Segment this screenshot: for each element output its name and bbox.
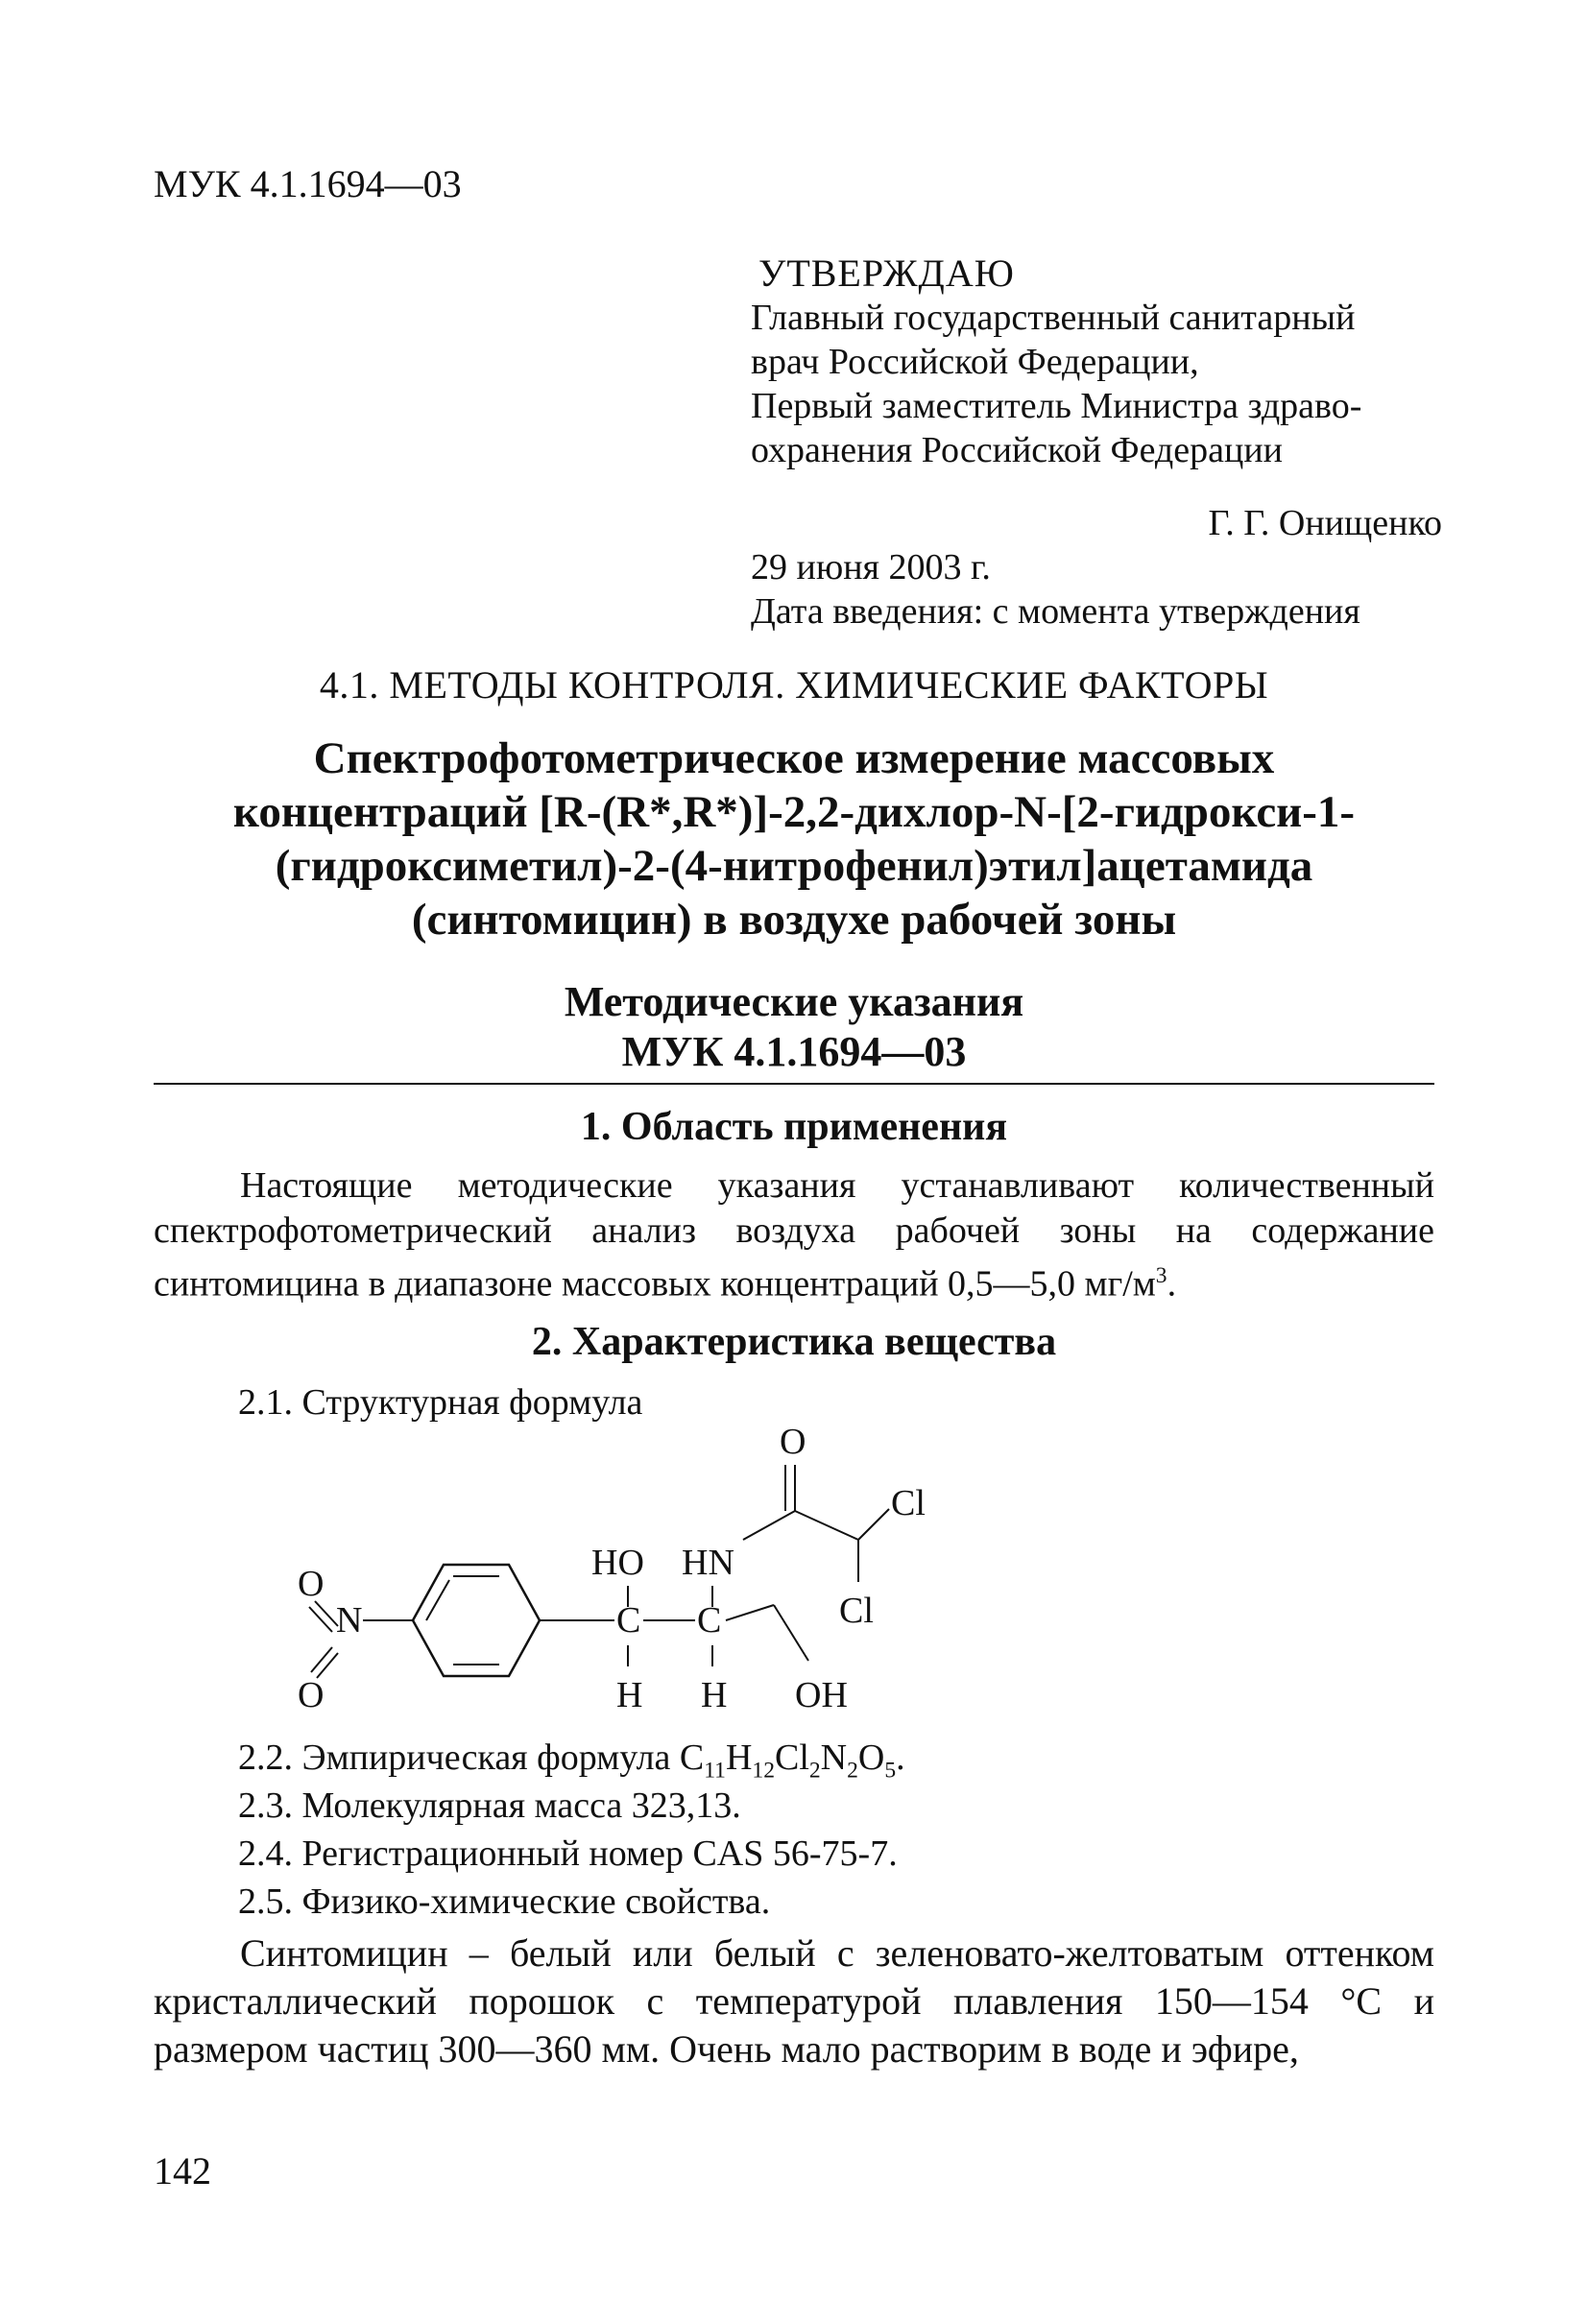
hydrogen-1: H xyxy=(616,1675,643,1715)
page-number: 142 xyxy=(154,2149,211,2192)
approval-title: УТВЕРЖДАЮ xyxy=(758,252,1015,295)
chlorine-2: Cl xyxy=(839,1591,874,1631)
document-title xyxy=(115,731,1473,946)
item-2-1: 2.1. Структурная формула xyxy=(238,1382,643,1423)
structural-formula xyxy=(278,1421,1008,1747)
formula-element: Cl xyxy=(774,1737,809,1778)
item-2-5: 2.5. Физико-химические свойства. xyxy=(238,1881,771,1922)
approval-line: врач Российской Федерации, xyxy=(751,342,1199,382)
formula-element: H xyxy=(725,1737,753,1778)
formula-end: . xyxy=(896,1737,905,1778)
formula-subscript: 12 xyxy=(752,1758,775,1784)
nitro-nitrogen: N xyxy=(336,1600,363,1641)
formula-subscript: 2 xyxy=(808,1758,821,1784)
section-1-paragraph xyxy=(154,1163,1434,1307)
properties-paragraph xyxy=(154,1929,1434,2073)
title-line: (синтомицин) в воздухе рабочей зоны xyxy=(411,895,1177,945)
carbonyl-oxygen: O xyxy=(780,1422,806,1462)
formula-element: O xyxy=(857,1737,885,1778)
section-2-heading: 2. Характеристика вещества xyxy=(531,1320,1057,1364)
hydroxymethyl-oh: OH xyxy=(795,1675,848,1715)
carbon-2: C xyxy=(697,1600,722,1641)
hydroxyl-label: HO xyxy=(591,1543,644,1583)
approval-signer: Г. Г. Онищенко xyxy=(1208,503,1442,543)
approval-line: охранения Российской Федерации xyxy=(751,430,1284,470)
formula-element: N xyxy=(820,1737,848,1778)
empirical-formula xyxy=(679,1737,905,1784)
approval-date: 29 июня 2003 г. xyxy=(751,547,991,587)
formula-subscript: 11 xyxy=(704,1758,726,1784)
hydrogen-2: H xyxy=(701,1675,728,1715)
title-line: (гидроксиметил)-2-(4-нитрофенил)этил]ацетамида xyxy=(275,841,1313,891)
section-1-text-end: . xyxy=(1167,1263,1177,1305)
horizontal-rule xyxy=(154,1083,1434,1085)
item-2-4: 2.4. Регистрационный номер CAS 56-75-7. xyxy=(238,1833,898,1874)
document-type-code: МУК 4.1.1694—03 xyxy=(621,1028,967,1075)
nitro-oxygen-bottom: O xyxy=(298,1675,325,1715)
properties-text: Синтомицин – белый или белый с зеленовато-желтоватым оттенком кристаллический порошок с температурой плавления 150—154 °С и размером частиц 300—360 мм. Очень мало растворим в воде и эфире, xyxy=(154,1931,1434,2071)
document-type xyxy=(0,977,1588,1077)
chlorine-1: Cl xyxy=(891,1483,926,1523)
document-code-header: МУК 4.1.1694—03 xyxy=(154,162,462,205)
nitro-oxygen-top: O xyxy=(298,1564,325,1604)
section-1-text: Настоящие методические указания устанавливают количественный спектрофотометрический анализ воздуха рабочей зоны на содержание синтомицина в диапазоне массовых концентраций 0,5—5,0 мг/м xyxy=(154,1165,1434,1305)
amide-nh-label: HN xyxy=(682,1543,734,1583)
document-type-label: Методические указания xyxy=(564,978,1024,1025)
formula-element: C xyxy=(679,1737,705,1778)
item-2-2-label: 2.2. Эмпирическая формула xyxy=(238,1737,680,1778)
title-line: Спектрофотометрическое измерение массовых xyxy=(313,733,1275,783)
approval-line: Главный государственный санитарный xyxy=(751,298,1356,338)
formula-subscript: 2 xyxy=(847,1758,858,1784)
approval-block xyxy=(751,252,1442,634)
section-heading: 4.1. МЕТОДЫ КОНТРОЛЯ. ХИМИЧЕСКИЕ ФАКТОРЫ xyxy=(319,663,1269,707)
item-2-3: 2.3. Молекулярная масса 323,13. xyxy=(238,1785,741,1826)
carbon-1: C xyxy=(616,1600,641,1641)
effective-date: Дата введения: с момента утверждения xyxy=(751,591,1360,632)
title-line: концентраций [R-(R*,R*)]-2,2-дихлор-N-[2-гидрокси-1- xyxy=(232,787,1356,837)
unit-superscript: 3 xyxy=(1155,1263,1167,1288)
section-1-heading: 1. Область применения xyxy=(580,1105,1008,1149)
approval-line: Первый заместитель Министра здраво- xyxy=(751,386,1362,426)
formula-subscript: 5 xyxy=(884,1758,897,1784)
